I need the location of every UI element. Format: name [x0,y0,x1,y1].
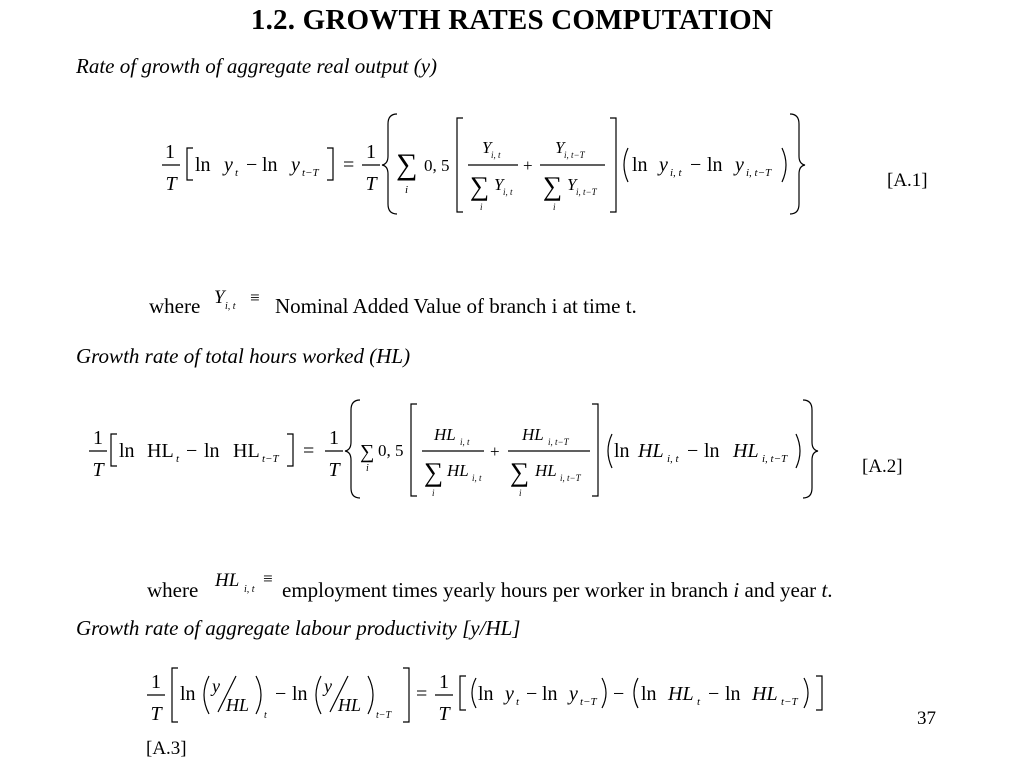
eq3-rhs-close-bracket [816,676,822,710]
eq2-ln-4: ln [704,440,720,462]
eq2-ln-3: ln [614,440,630,462]
eq3-open-paren-4 [634,678,638,708]
eq3-close-paren-3 [602,678,606,708]
equation-label-a2: [A.2] [862,456,903,477]
eq3-HL-1-sub: t [697,696,701,708]
eq2-ln-2: ln [204,440,220,462]
eq2-HL-3: HL [638,440,664,462]
eq3-frac2-sub: t−T [376,710,392,721]
eq2-rhs-denominator: T [328,459,340,481]
eq3-ln-1: ln [180,683,196,705]
eq1-equals: = [343,154,355,176]
where-definition-1: Nominal Added Value of branch i at time t. [275,294,637,318]
eq1-frac2-num: Y [555,138,565,157]
eq3-lhs-numerator: 1 [151,671,161,693]
eq3-rhs-denominator: T [438,703,450,725]
eq2-minus-1: − [186,440,198,462]
eq3-frac1-y: y [212,676,220,696]
eq3-ln-3: ln [478,683,494,705]
slide-title: 1.2. GROWTH RATES COMPUTATION [250,4,774,36]
where-label-2: where [147,578,199,602]
eq2-lhs-numerator: 1 [93,427,103,449]
eq3-frac2-HL: HL [338,695,362,715]
eq1-rhs-denominator: T [365,173,377,195]
eq3-ln-5: ln [641,683,657,705]
eq1-minus-1: − [246,154,258,176]
eq2-frac1-den-sum: ∑ [424,457,444,487]
where2-HL: HL [215,570,240,591]
eq2-HL-2: HL [233,440,260,462]
eq1-frac2-den-sum: ∑ [543,171,563,201]
eq2-HL-1: HL [147,440,174,462]
section-heading-output-growth: Rate of growth of aggregate real output (y) [76,54,438,78]
eq2-frac2-num: HL [522,425,544,444]
eq3-frac2-y: y [324,676,332,696]
eq2-frac1-den-HL: HL [447,461,469,480]
eq2-ln-1: ln [119,440,135,462]
where2-def-part2: and year [739,578,822,602]
where1-Y-sub: i, t [225,301,236,312]
eq1-lhs-denominator: T [165,173,177,195]
eq3-ln-2: ln [292,683,308,705]
eq3-equals: = [416,683,428,705]
eq1-y-2: y [291,154,300,176]
eq1-y-2-sub: t−T [302,167,319,179]
where2-def-part1: employment times yearly hours per worker in branch [282,578,734,602]
eq3-close-paren-1 [256,676,261,714]
eq3-open-paren-3 [472,678,476,708]
where2-def-t: t [821,578,828,602]
where2-HL-sub: i, t [244,584,255,595]
eq3-open-paren-1 [204,676,209,714]
eq1-y-3: y [659,154,668,176]
eq2-frac2-den-sum: ∑ [510,457,530,487]
eq1-frac1-den-sub: i, t [503,187,513,197]
eq1-rhs-numerator: 1 [366,141,376,163]
eq2-sum-sign: ∑ [360,441,375,463]
eq3-rhs-numerator: 1 [439,671,449,693]
where1-Y: Y [214,287,225,308]
eq1-ln-2: ln [262,154,278,176]
eq3-y-1: y [505,683,514,705]
eq3-HL-2-sub: t−T [781,696,798,708]
eq2-frac2-den-sum-index: i [519,488,522,498]
eq2-half: 0, 5 [378,441,404,460]
eq2-equals: = [303,440,315,462]
eq1-sum-index: i [405,184,409,196]
eq3-big-open-bracket [172,668,178,722]
eq3-HL-1: HL [668,683,694,705]
eq2-HL-3-sub: i, t [667,453,679,465]
section-heading-hours-growth: Growth rate of total hours worked (HL) [76,344,411,368]
eq1-lhs-numerator: 1 [165,141,175,163]
eq1-half: 0, 5 [424,156,450,175]
eq1-frac1-num-sub: i, t [491,150,501,160]
eq2-frac1-num-sub: i, t [460,437,470,447]
eq1-frac1-den-Y: Y [494,175,504,194]
eq2-frac2-den-sub: i, t−T [560,473,581,483]
eq1-frac1-den-sum-index: i [480,202,483,212]
eq2-HL-4-sub: i, t−T [762,453,788,465]
eq1-ln-3: ln [632,154,648,176]
eq3-minus-4: − [708,683,720,705]
eq2-frac1-den-sub: i, t [472,473,482,483]
eq2-HL-1-sub: t [176,453,180,465]
eq2-HL-2-sub: t−T [262,453,279,465]
eq1-frac1-den-sum: ∑ [470,171,490,201]
page-number: 37 [917,708,936,729]
eq2-sum-index: i [366,463,369,474]
eq3-lhs-denominator: T [150,703,162,725]
eq3-y-2-sub: t−T [580,696,597,708]
eq3-open-paren-2 [316,676,321,714]
eq2-HL-4: HL [733,440,759,462]
eq3-HL-2: HL [752,683,778,705]
eq3-big-close-bracket [403,668,409,722]
eq1-plus: + [523,156,533,175]
where-label-1: where [149,294,201,318]
eq1-y-1: y [224,154,233,176]
eq3-close-paren-4 [804,678,808,708]
where2-def-i: i [733,578,740,602]
equation-label-a1: [A.1] [887,170,928,191]
eq3-y-1-sub: t [516,696,520,708]
eq3-minus-1: − [275,683,287,705]
eq1-ln-1: ln [195,154,211,176]
eq3-frac1-sub: t [264,710,267,721]
eq1-sum-sign: ∑ [396,148,418,181]
eq1-frac2-den-Y: Y [567,175,577,194]
eq1-frac1-num: Y [482,138,492,157]
equation-label-a3: [A.3] [146,738,187,759]
eq2-lhs-denominator: T [92,459,104,481]
eq1-y-1-sub: t [235,167,239,179]
eq2-plus: + [490,442,500,461]
eq1-minus-2: − [690,154,702,176]
where2-def-end: . [827,578,833,602]
eq3-frac1-HL: HL [226,695,250,715]
eq3-minus-3: − [613,683,625,705]
eq2-frac2-num-sub: i, t−T [548,437,569,447]
section-heading-productivity-growth: Growth rate of aggregate labour productivity [y/HL] [76,616,521,640]
eq3-ln-6: ln [725,683,741,705]
eq2-frac2-den-HL: HL [535,461,557,480]
eq2-rhs-numerator: 1 [329,427,339,449]
eq3-minus-2: − [526,683,538,705]
eq3-close-paren-2 [368,676,373,714]
eq1-frac2-den-sum-index: i [553,202,556,212]
where1-equiv: ≡ [250,288,260,307]
eq1-y-3-sub: i, t [670,167,682,179]
eq2-minus-2: − [687,440,699,462]
eq3-ln-4: ln [542,683,558,705]
eq1-frac2-num-sub: i, t−T [564,150,585,160]
where2-equiv: ≡ [263,569,273,588]
eq1-ln-4: ln [707,154,723,176]
eq1-y-4: y [735,154,744,176]
eq3-rhs-open-bracket [460,676,466,710]
eq2-frac1-den-sum-index: i [432,488,435,498]
eq2-frac1-num: HL [434,425,456,444]
eq1-frac2-den-sub: i, t−T [576,187,597,197]
eq1-y-4-sub: i, t−T [746,167,772,179]
eq3-y-2: y [569,683,578,705]
